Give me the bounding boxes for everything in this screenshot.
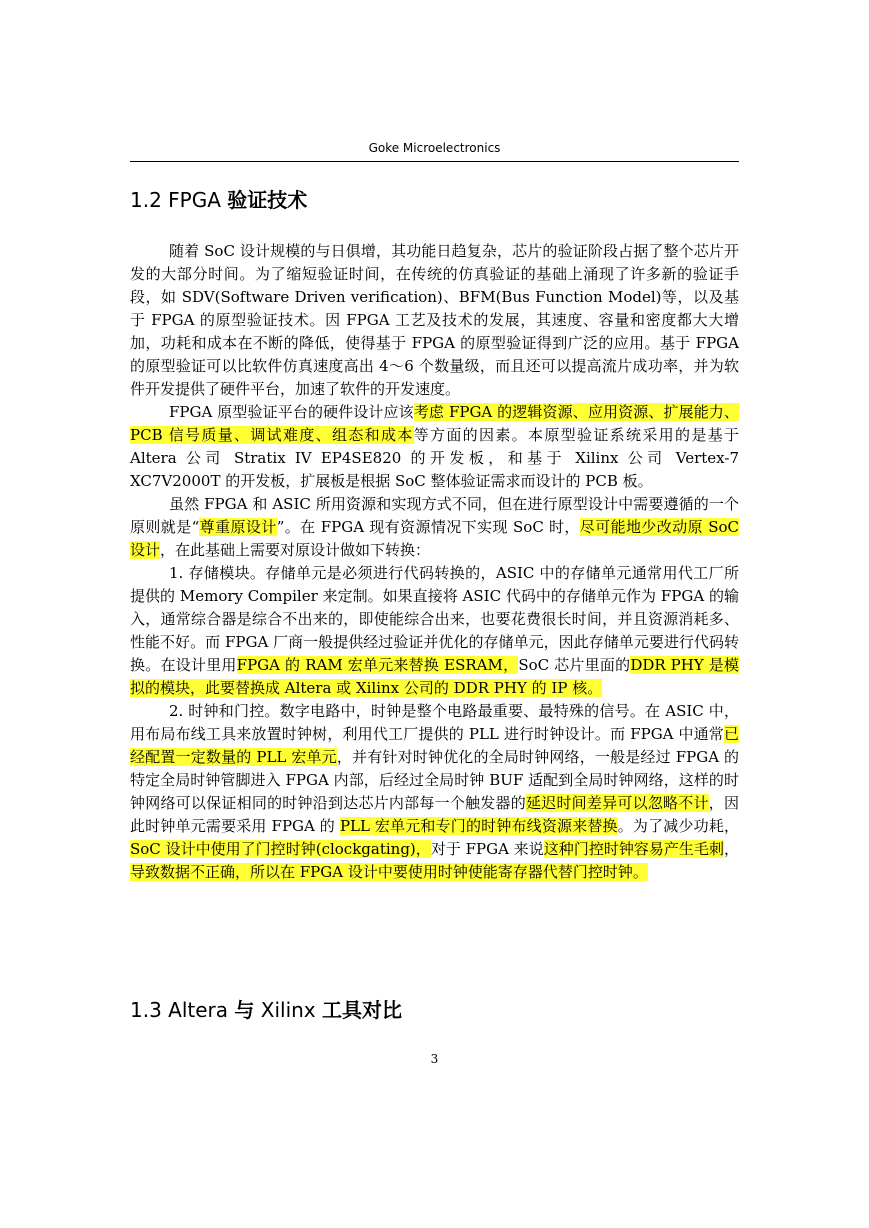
text-run: ，并有针对时钟优化的全局时钟网络，一般是经过 FPGA 的特定全局时钟管脚进入 FPGA 内部，后经过全局时钟 BUF 适配到全局时钟网络，这样的时钟网络可以保证相同的时钟沿到达芯片内部每一个触发器的: [130, 748, 739, 812]
text-run: SoC 芯片里面的: [518, 656, 631, 674]
highlighted-text: FPGA 的 RAM 宏单元来替换 ESRAM，: [236, 656, 519, 674]
text-run: ，在此基础上需要对原设计做如下转换：: [160, 541, 431, 559]
section-product: Xilinx: [254, 998, 322, 1022]
highlighted-text: 已经配置一定数量的 PLL 宏单元: [130, 725, 739, 766]
text-run: ”。在 FPGA 现有资源情况下实现 SoC 时，: [276, 518, 580, 536]
text-run: 对于 FPGA 来说: [430, 840, 544, 858]
section-word: 与: [234, 998, 255, 1022]
text-run: 1. 存储模块。存储单元是必须进行代码转换的，ASIC 中的存储单元通常用代工厂所提供的 Memory Compiler 来定制。如果直接将 ASIC 代码中的存储单元作为 FPGA 的输入，通常综合器是综合不出来的，即使能综合出来，也要花费很长时间，并且资源消耗多、性能不好。而 FPGA 厂商一般提供经过验证并优化的存储单元，因此存储单元要进行代码转换。在设计里用: [130, 564, 739, 674]
highlighted-text: 尊重原设计: [199, 518, 277, 536]
section-title: 验证技术: [227, 188, 308, 212]
text-run: 2. 时钟和门控。数字电路中，时钟是整个电路最重要、最特殊的信号。在 ASIC 中，用布局布线工具来放置时钟树，利用代工厂提供的 PLL 进行时钟设计。而 FPGA 中通常: [130, 702, 739, 743]
body-text: [130, 240, 739, 884]
text-run: 。为了减少功耗，: [617, 817, 739, 835]
highlighted-text: 这种门控时钟容易产生毛刺: [543, 840, 724, 858]
highlighted-text: SoC 设计中使用了门控时钟(clockgating)，: [130, 840, 431, 858]
text-run: ，: [723, 840, 739, 858]
text-run: ，因此时钟单元需要采用 FPGA 的: [130, 794, 739, 835]
paragraph: [130, 401, 739, 493]
section-heading-1-3: [130, 998, 739, 1022]
text-run: 虽然 FPGA 和 ASIC 所用资源和实现方式不同，但在进行原型设计中需要遵循的一个原则就是“: [130, 495, 739, 536]
paragraph: [130, 562, 739, 700]
paragraph: [130, 493, 739, 562]
section-title: 工具对比: [322, 998, 402, 1022]
text-run: 随着 SoC 设计规模的与日俱增，其功能日趋复杂，芯片的验证阶段占据了整个芯片开发的大部分时间。为了缩短验证时间，在传统的仿真验证的基础上涌现了许多新的验证手段，如 SDV(Software Driven verification)、BFM(Bus Function Model)等，以及基于 FPGA 的原型验证技术。因 FPGA 工艺及技术的发展，其速度、容量和密度都大大增加，功耗和成本在不断的降低，使得基于 FPGA 的原型验证得到广泛的应用。基于 FPGA 的原型验证可以比软件仿真速度高出 4～6 个数量级，而且还可以提高流片成功率，并为软件开发提供了硬件平台，加速了软件的开发速度。: [130, 242, 739, 398]
header-divider: [130, 161, 739, 162]
highlighted-text: 尽可能地少改动原 SoC 设计: [130, 518, 739, 559]
text-run: 等方面的因素。本原型验证系统采用的是基于 Altera 公司 Stratix IV EP4SE820 的开发板，和基于 Xilinx 公司 Vertex-7 XC7V2000T 的开发板，扩展板是根据 SoC 整体验证需求而设计的 PCB 板。: [130, 426, 739, 490]
highlighted-text: 导致数据不正确，所以在 FPGA 设计中要使用时钟使能寄存器代替门控时钟。: [130, 863, 648, 881]
highlighted-text: 考虑 FPGA 的逻辑资源、应用资源、扩展能力、PCB 信号质量、调试难度、组态和成本: [130, 403, 739, 444]
text-run: FPGA 原型验证平台的硬件设计应该: [169, 403, 414, 421]
section-prefix: 1.3 Altera: [130, 998, 235, 1022]
highlighted-text: PLL 宏单元和专门的时钟布线资源来替换: [339, 817, 618, 835]
paragraph: [130, 240, 739, 401]
section-heading-1-2: [130, 188, 739, 212]
highlighted-text: 延迟时间差异可以忽略不计: [525, 794, 709, 812]
section-number: 1.2 FPGA: [130, 188, 228, 212]
highlighted-text: DDR PHY 是模拟的模块，此要替换成 Altera 或 Xilinx 公司的 DDR PHY 的 IP 核。: [130, 656, 739, 697]
paragraph: [130, 700, 739, 884]
running-header: Goke Microelectronics: [368, 141, 501, 155]
page-number: 3: [430, 1052, 439, 1066]
